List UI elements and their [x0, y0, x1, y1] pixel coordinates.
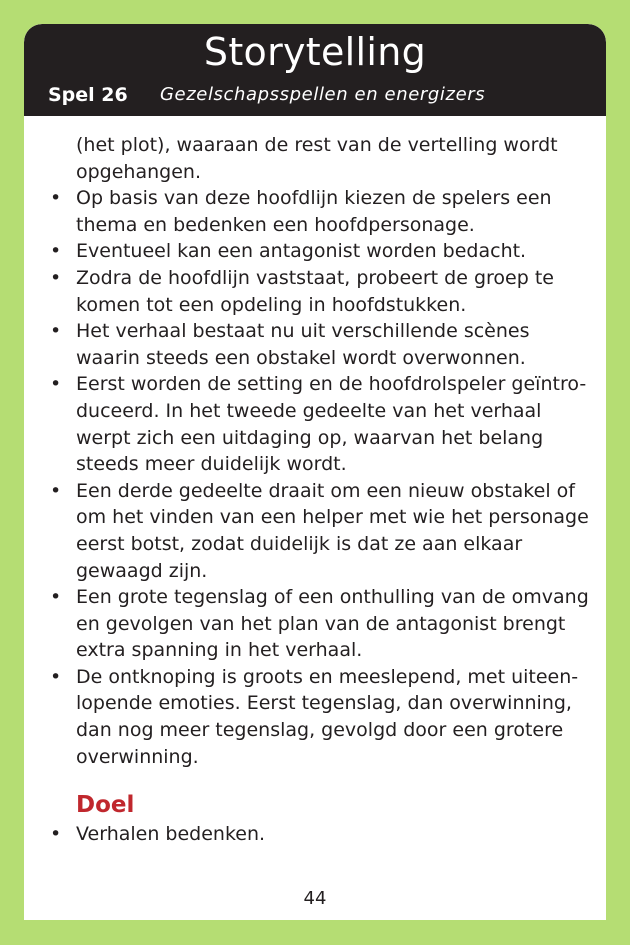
page-title: Storytelling	[203, 30, 427, 74]
steps-list	[46, 185, 592, 770]
list-item: • Eerst worden de setting en de hoofdrolspeler geïntro-duceerd. In het tweede gedeelte van het verhaal werpt zich een uitdaging op, waarvan het belang steeds meer duidelijk wordt.	[46, 371, 592, 477]
card-header	[24, 24, 606, 116]
list-item: • Verhalen bedenken.	[46, 821, 592, 848]
card-content	[46, 132, 592, 847]
list-item: • Het verhaal bestaat nu uit verschillende scènes waarin steeds een obstakel wordt overwonnen.	[46, 318, 592, 371]
list-item: • Een derde gedeelte draait om een nieuw obstakel of om het vinden van een helper met wie het personage eerst botst, zodat duidelijk is dat ze aan elkaar gewaagd zijn.	[46, 478, 592, 584]
goal-list	[46, 821, 592, 848]
category-subtitle: Gezelschapsspellen en energizers	[160, 84, 486, 105]
intro-text: (het plot), waaraan de rest van de vertelling wordt opgehangen.	[76, 134, 558, 183]
list-item: • Een grote tegenslag of een onthulling van de omvang en gevolgen van het plan van de antagonist brengt extra spanning in het verhaal.	[46, 584, 592, 664]
game-number: Spel 26	[48, 84, 128, 106]
list-item: • Op basis van deze hoofdlijn kiezen de spelers een thema en bedenken een hoofdpersonage.	[46, 185, 592, 238]
game-card	[24, 24, 606, 920]
goal-heading: Doel	[76, 792, 135, 819]
list-item: • Eventueel kan een antagonist worden bedacht.	[46, 238, 592, 265]
list-item: • De ontknoping is groots en meeslepend, met uiteen-lopende emoties. Eerst tegenslag, dan overwinning, dan nog meer tegenslag, gevolgd door een grotere overwinning.	[46, 664, 592, 770]
page-number: 44	[303, 888, 327, 909]
list-item: • Zodra de hoofdlijn vaststaat, probeert de groep te komen tot een opdeling in hoofdstukken.	[46, 265, 592, 318]
